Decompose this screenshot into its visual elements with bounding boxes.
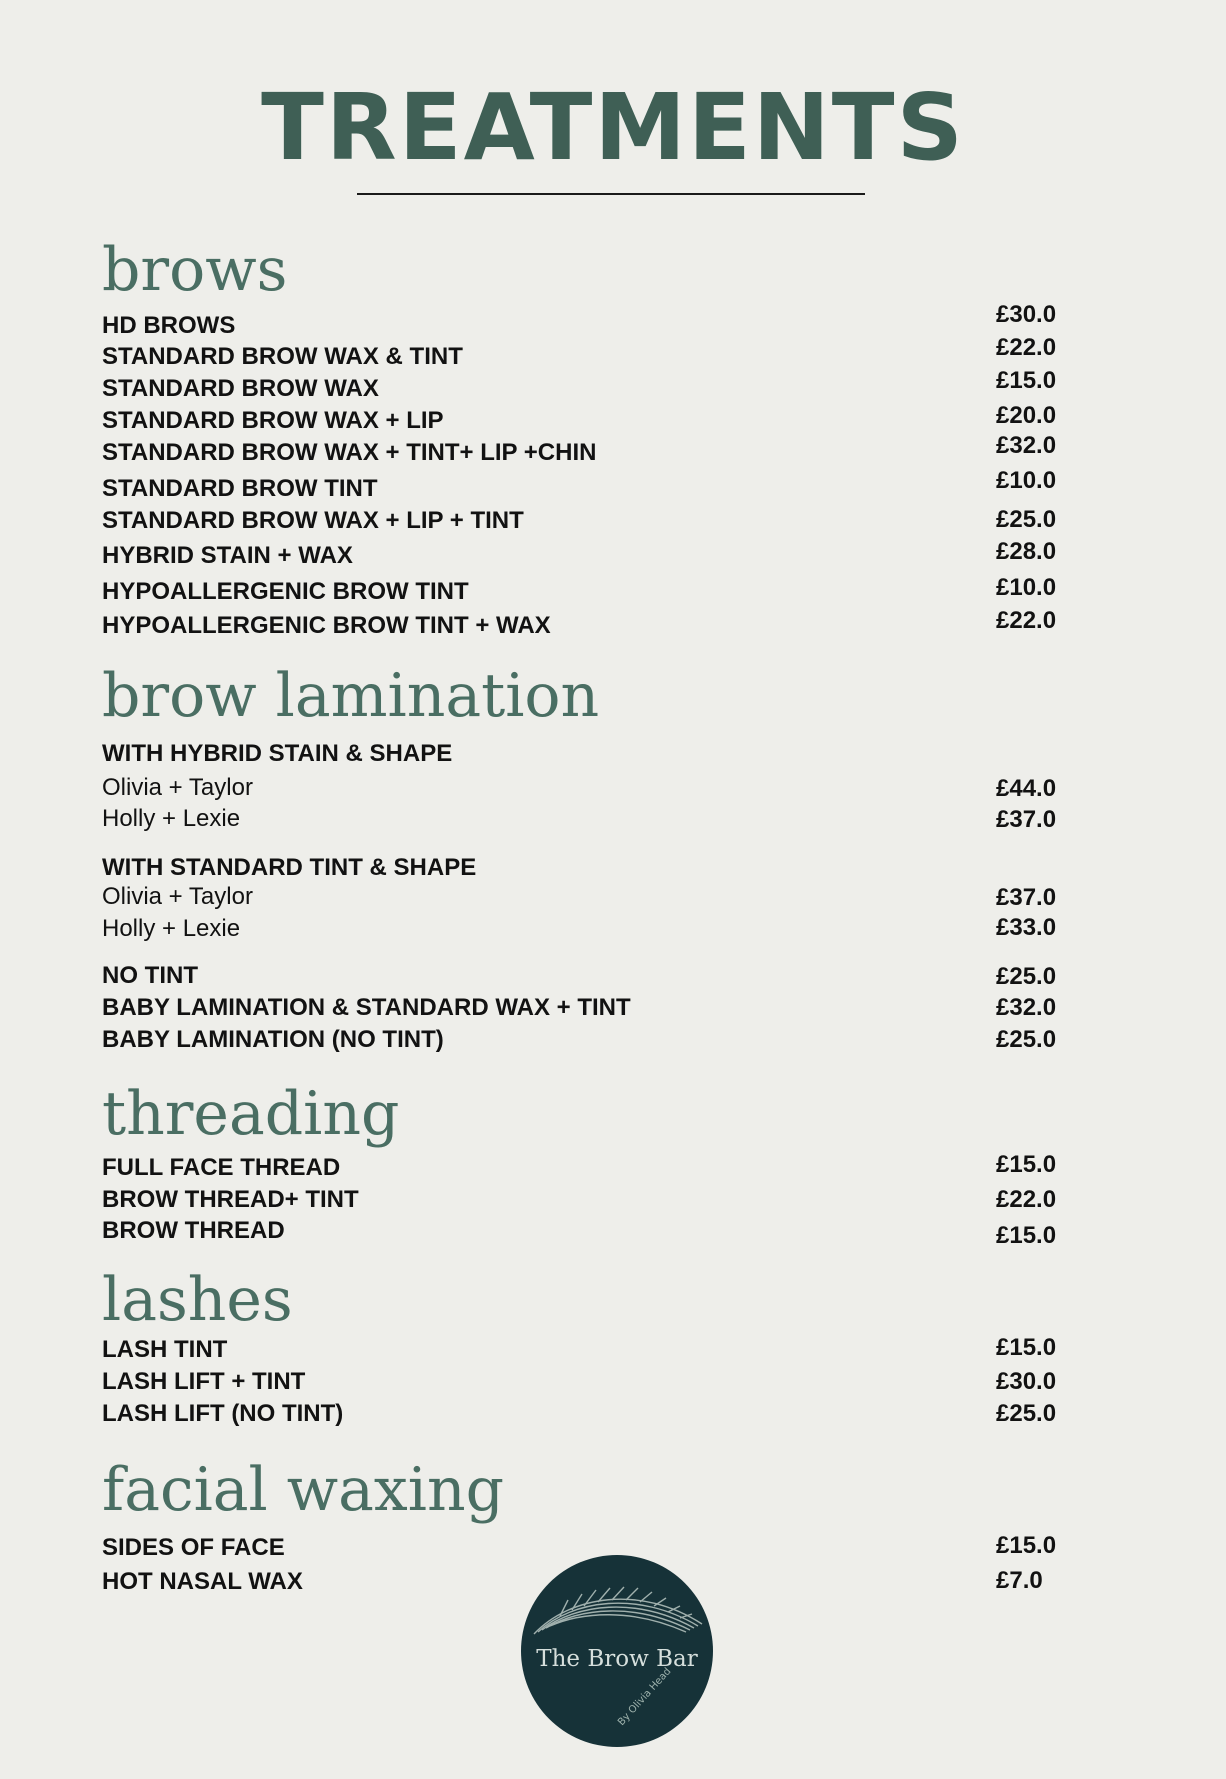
stylist-tier-label: Holly + Lexie — [102, 805, 241, 832]
list-item — [102, 1399, 1122, 1429]
treatment-label: LASH LIFT + TINT — [102, 1368, 306, 1395]
treatment-label: SIDES OF FACE — [102, 1534, 285, 1561]
treatment-price: £33.0 — [996, 914, 1057, 941]
treatment-label: STANDARD BROW WAX + TINT+ LIP +CHIN — [102, 439, 597, 466]
treatment-price: £20.0 — [996, 402, 1057, 429]
list-item — [102, 961, 1122, 991]
treatment-label: STANDARD BROW WAX — [102, 375, 379, 402]
treatment-label: BABY LAMINATION (NO TINT) — [102, 1026, 444, 1053]
treatment-label: STANDARD BROW WAX & TINT — [102, 343, 463, 370]
treatment-label: HYPOALLERGENIC BROW TINT — [102, 578, 469, 605]
treatment-price: £37.0 — [996, 884, 1057, 911]
treatment-label: BROW THREAD+ TINT — [102, 1186, 359, 1213]
treatment-price: £15.0 — [996, 367, 1057, 394]
list-item — [102, 1216, 1122, 1249]
treatment-price: £7.0 — [996, 1567, 1043, 1594]
section-heading-brows: brows — [102, 235, 288, 305]
list-item — [102, 1025, 1122, 1055]
list-item — [102, 432, 1122, 468]
list-item — [102, 334, 1122, 372]
list-item — [102, 882, 1122, 912]
treatment-price: £37.0 — [996, 806, 1057, 833]
section-heading-lashes: lashes — [102, 1265, 293, 1335]
page-title: TREATMENTS — [261, 74, 965, 181]
list-item — [102, 914, 1122, 944]
treatment-price: £15.0 — [996, 1222, 1057, 1249]
treatment-label: STANDARD BROW TINT — [102, 475, 378, 502]
treatment-label: HYBRID STAIN + WAX — [102, 542, 353, 569]
list-item — [102, 1335, 1122, 1365]
treatment-price: £25.0 — [996, 506, 1057, 533]
list-item — [102, 804, 1122, 834]
list-item — [102, 402, 1122, 436]
treatment-group-label: WITH HYBRID STAIN & SHAPE — [102, 740, 453, 767]
treatment-price: £15.0 — [996, 1151, 1057, 1178]
treatment-label: STANDARD BROW WAX + LIP — [102, 407, 444, 434]
treatment-price: £22.0 — [996, 1186, 1057, 1213]
treatment-price: £25.0 — [996, 1026, 1057, 1053]
treatment-price: £10.0 — [996, 467, 1057, 494]
treatment-label: BROW THREAD — [102, 1217, 285, 1244]
treatment-label: HYPOALLERGENIC BROW TINT + WAX — [102, 612, 551, 639]
subheading-hybrid — [102, 739, 1122, 769]
list-item — [102, 367, 1122, 404]
treatment-price: £15.0 — [996, 1334, 1057, 1361]
section-heading-threading: threading — [102, 1079, 400, 1149]
list-item — [102, 301, 1122, 341]
treatment-label: BABY LAMINATION & STANDARD WAX + TINT — [102, 994, 631, 1021]
list-item — [102, 993, 1122, 1023]
treatment-label: LASH TINT — [102, 1336, 228, 1363]
treatment-price: £32.0 — [996, 994, 1057, 1021]
treatment-label: STANDARD BROW WAX + LIP + TINT — [102, 507, 524, 534]
list-item — [102, 1185, 1122, 1215]
stylist-tier-label: Holly + Lexie — [102, 915, 241, 942]
treatment-price: £22.0 — [996, 334, 1057, 361]
list-item — [102, 538, 1122, 571]
stylist-tier-label: Olivia + Taylor — [102, 883, 253, 910]
treatment-price: £10.0 — [996, 574, 1057, 601]
treatment-price: £15.0 — [996, 1532, 1057, 1559]
list-item — [102, 773, 1122, 803]
list-item — [102, 467, 1122, 504]
treatment-label: HOT NASAL WAX — [102, 1568, 303, 1595]
treatment-price: £44.0 — [996, 775, 1057, 802]
title-underline — [357, 193, 865, 195]
treatment-price: £22.0 — [996, 607, 1057, 634]
treatment-label: FULL FACE THREAD — [102, 1154, 341, 1181]
list-item — [102, 607, 1122, 641]
list-item — [102, 1153, 1122, 1183]
treatment-price: £25.0 — [996, 1400, 1057, 1427]
treatment-group-label: WITH STANDARD TINT & SHAPE — [102, 854, 477, 881]
brand-logo — [520, 1554, 714, 1748]
treatment-price: £28.0 — [996, 538, 1057, 565]
treatment-price: £25.0 — [996, 963, 1057, 990]
treatment-label: NO TINT — [102, 962, 198, 989]
treatment-price: £30.0 — [996, 301, 1057, 328]
list-item — [102, 574, 1122, 607]
logo-subtitle: By Olivia Head — [616, 1665, 674, 1729]
subheading-standard — [102, 853, 1122, 883]
treatment-price: £30.0 — [996, 1368, 1057, 1395]
logo-name: The Brow Bar — [536, 1646, 698, 1672]
section-heading-brow-lamination: brow lamination — [102, 661, 600, 731]
list-item — [102, 1367, 1122, 1397]
treatment-price: £32.0 — [996, 432, 1057, 459]
treatment-label: LASH LIFT (NO TINT) — [102, 1400, 344, 1427]
brow-bar-logo-icon — [520, 1554, 714, 1748]
section-heading-facial-waxing: facial waxing — [102, 1455, 505, 1525]
list-item — [102, 506, 1122, 536]
stylist-tier-label: Olivia + Taylor — [102, 774, 253, 801]
treatment-label: HD BROWS — [102, 312, 236, 339]
